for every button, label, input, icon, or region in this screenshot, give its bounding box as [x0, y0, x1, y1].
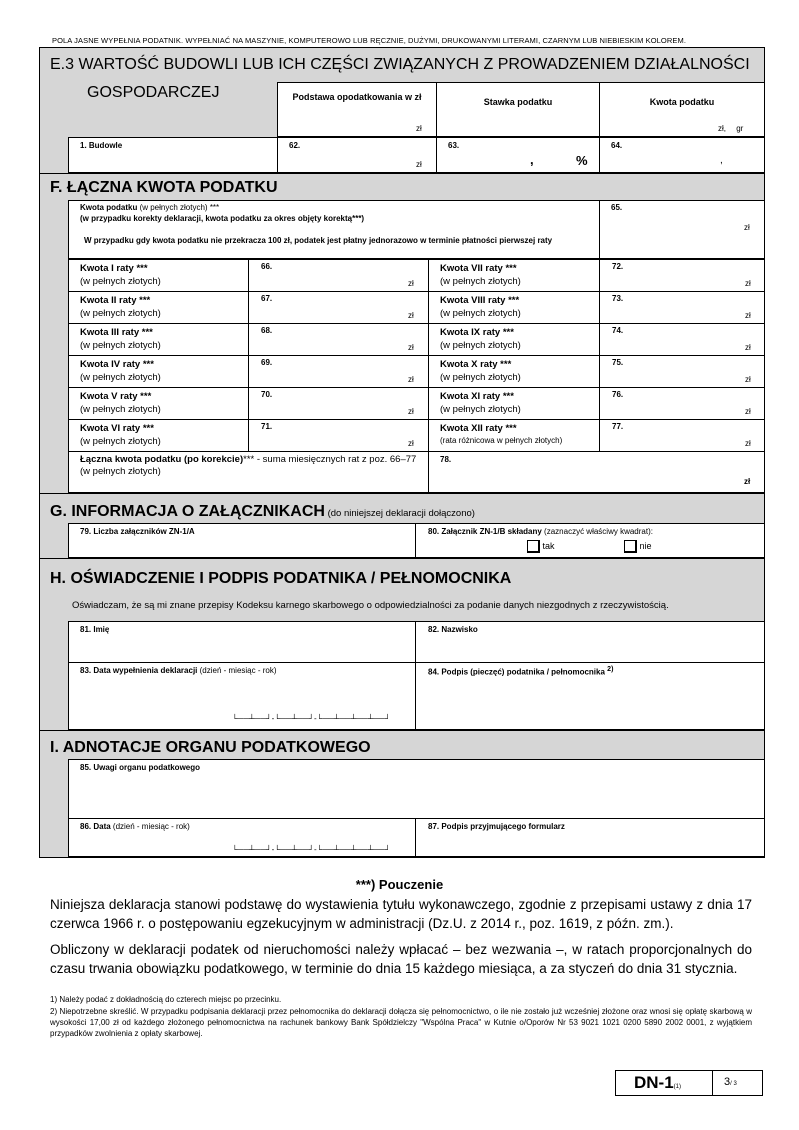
field-86-input[interactable] [69, 819, 414, 856]
g-divider [415, 523, 416, 558]
f-kwota-note2: W przypadku gdy kwota podatku nie przekracza 100 zł, podatek jest płatny jednorazowo w terminie płatności pierwszej raty [84, 236, 553, 245]
section-divider [39, 173, 765, 174]
f-total-label-bold: Łączna kwota podatku (po korekcie) [80, 454, 244, 465]
field-62-input[interactable] [278, 138, 435, 172]
field-85-label: 85. Uwagi organu podatkowego [80, 763, 201, 772]
field-78-number: 78. [440, 455, 452, 464]
field-81-input[interactable] [69, 622, 414, 662]
rate-sub: (w pełnych złotych) [80, 372, 161, 383]
unit-zl: zł [416, 124, 422, 133]
field-85-input[interactable] [69, 760, 764, 818]
unit-zl: zł [416, 160, 422, 169]
rate-label: Kwota VI raty *** [80, 423, 154, 434]
comma: , [720, 155, 723, 166]
f-total-label-rest: *** - suma miesięcznych rat z poz. 66–77 (w pełnych złotych) [80, 454, 417, 477]
rate-input[interactable] [600, 388, 764, 418]
option-tak-label: tak [542, 540, 555, 551]
rate-label: Kwota X raty *** [440, 359, 512, 370]
field-84-label-text: 84. Podpis (pieczęć) podatnika / pełnomocnika [428, 667, 605, 677]
rate-label: Kwota V raty *** [80, 391, 152, 402]
page-number [724, 1072, 737, 1090]
unit-zl: zł [408, 311, 414, 320]
rate-sub: (w pełnych złotych) [440, 276, 521, 287]
unit-zl: zł [408, 407, 414, 416]
rate-sub: (w pełnych złotych) [80, 308, 161, 319]
rate-input[interactable] [249, 388, 427, 418]
rate-sub: (w pełnych złotych) [80, 276, 161, 287]
rate-label: Kwota II raty *** [80, 295, 151, 306]
rate-label: Kwota XII raty *** [440, 423, 517, 434]
field-87-label: 87. Podpis przyjmującego formularz [428, 822, 565, 831]
e3-col-base: Podstawa opodatkowania w zł [292, 92, 422, 102]
e3-row-label: 1. Budowle [80, 141, 123, 150]
field-65-number: 65. [611, 203, 623, 212]
rate-sub: (w pełnych złotych) [80, 340, 161, 351]
page-current: 3 [724, 1076, 731, 1088]
rate-input[interactable] [600, 420, 764, 450]
option-nie[interactable] [624, 540, 652, 553]
field-63-input[interactable] [437, 138, 598, 172]
field-83-note: (dzień - miesiąc - rok) [197, 666, 277, 675]
unit-zl-gr: zł, gr [718, 124, 744, 133]
pouczenie-paragraph-2: Obliczony w deklaracji podatek od nieruchomości należy wpłacać – bez wezwania –, w ratach proporcjonalnych do czasu trwania obowiązku podatkowego, w terminie do dnia 15 każdego miesiąca, a za styczeń do dnia 31 stycznia. [50, 942, 752, 976]
f-kwota-label [80, 203, 219, 212]
section-divider [39, 558, 765, 559]
rate-field-number: 75. [612, 358, 624, 367]
form-code-text: DN-1 [634, 1073, 674, 1092]
option-nie-label: nie [639, 540, 652, 551]
e3-title-line1: E.3 WARTOŚĆ BUDOWLI LUB ICH CZĘŚCI ZWIĄZANYCH Z PROWADZENIEM DZIAŁALNOŚCI [50, 56, 750, 73]
pouczenie-paragraph-1: Niniejsza deklaracja stanowi podstawę do wystawienia tytułu wykonawczego, zgodnie z przepisami ustawy z dnia 17 czerwca 1966 r. o postępowaniu egzekucyjnym w administracji (Dz.U. z 2014 r., poz. 1619, z późn. zm.). [50, 897, 752, 931]
unit-zl: zł [408, 343, 414, 352]
field-84-signature[interactable] [416, 663, 764, 729]
field-83-input[interactable] [69, 663, 414, 729]
unit-zl: zł [745, 343, 751, 352]
field-86-label-bold: 86. Data [80, 822, 111, 831]
field-86-note: (dzień - miesiąc - rok) [110, 822, 190, 831]
rate-label: Kwota VII raty *** [440, 263, 517, 274]
field-80-note: (zaznaczyć właściwy kwadrat): [541, 527, 653, 536]
rate-input[interactable] [249, 356, 427, 386]
footnote-2: 2) Niepotrzebne skreślić. W przypadku podpisania deklaracji przez pełnomocnika do deklaracji dołącza się pełnomocnictwo, o ile nie zostało już wcześniej złożone oraz wnosi się opłatę skarbową w wysokości 17,00 zł od każdego złożonego pełnomocnictwa na rachunek bankowy Bank Spółdzielczy "Wspólna Praca" w Kutnie o/Oporów Nr 53 9021 1021 0200 5890 2002 0001, z wyjątkiem przypadków zwolnienia z opłaty skarbowej. [50, 1007, 752, 1038]
field-79-input[interactable] [69, 524, 414, 557]
unit-zl: zł [745, 439, 751, 448]
rate-field-number: 70. [261, 390, 273, 399]
field-80-label [428, 527, 653, 536]
rate-input[interactable] [600, 260, 764, 290]
section-divider [39, 493, 765, 494]
rate-sub: (w pełnych złotych) [80, 436, 161, 447]
footer-divider [712, 1070, 713, 1096]
rate-label: Kwota I raty *** [80, 263, 148, 274]
f-total-label [80, 454, 420, 478]
f-kwota-label-bold: Kwota podatku [80, 203, 138, 212]
field-82-label: 82. Nazwisko [428, 625, 478, 634]
rate-label: Kwota VIII raty *** [440, 295, 520, 306]
field-63-number: 63. [448, 141, 460, 150]
rate-sub: (w pełnych złotych) [440, 308, 521, 319]
field-83-label-bold: 83. Data wypełnienia deklaracji [80, 666, 198, 675]
top-note: POLA JASNE WYPEŁNIA PODATNIK. WYPEŁNIAĆ NA MASZYNIE, KOMPUTEROWO LUB RĘCZNIE, DUŻYMI, DRUKOWANYMI LITERAMI, CZARNYM LUB NIEBIESKIM KOLOREM. [52, 36, 686, 45]
page-total: / 3 [730, 1081, 737, 1087]
rate-sub: (w pełnych złotych) [440, 340, 521, 351]
section-h-title: H. OŚWIADCZENIE I PODPIS PODATNIKA / PEŁNOMOCNIKA [50, 570, 512, 587]
unit-zl: zł [408, 439, 414, 448]
rate-field-number: 71. [261, 422, 273, 431]
h-statement: Oświadczam, że są mi znane przepisy Kodeksu karnego skarbowego o odpowiedzialności za podanie danych niezgodnych z rzeczywistością. [72, 600, 669, 611]
rate-label: Kwota IV raty *** [80, 359, 154, 370]
field-80-label-bold: 80. Załącznik ZN-1/B składany [428, 527, 542, 536]
e3-title-line2: GOSPODARCZEJ [87, 84, 220, 101]
rate-field-number: 72. [612, 262, 624, 271]
e3-col-amount: Kwota podatku [649, 97, 715, 107]
field-64-input[interactable] [600, 138, 764, 172]
unit-zl: zł [744, 223, 750, 232]
field-65-input[interactable] [600, 201, 764, 258]
rate-sub: (w pełnych złotych) [80, 404, 161, 415]
rate-sub: (rata różnicowa w pełnych złotych) [440, 436, 563, 445]
rate-sub: (w pełnych złotych) [440, 404, 521, 415]
field-78-input[interactable] [429, 452, 764, 492]
date-mask-86: └──┴──┘-└──┴──┘-└──┴──┴──┴──┘ [232, 845, 391, 854]
rate-sub: (w pełnych złotych) [440, 372, 521, 383]
e3-col-rate: Stawka podatku [483, 97, 553, 107]
rate-input[interactable] [249, 292, 427, 322]
field-81-label: 81. Imię [80, 625, 110, 634]
f-kwota-note: (w przypadku korekty deklaracji, kwota podatku za okres objęty korektą***) [80, 214, 365, 223]
e3-header-table [277, 82, 765, 137]
comma: , [530, 152, 534, 167]
unit-zl: zł [744, 477, 751, 486]
rate-input[interactable] [600, 324, 764, 354]
rate-field-number: 68. [261, 326, 273, 335]
section-g-title [50, 503, 475, 521]
rate-input[interactable] [600, 356, 764, 386]
form-code [634, 1073, 681, 1093]
section-i-title: I. ADNOTACJE ORGANU PODATKOWEGO [50, 739, 371, 756]
pouczenie-title: ***) Pouczenie [355, 877, 444, 892]
unit-zl: zł [408, 279, 414, 288]
rate-label: Kwota IX raty *** [440, 327, 514, 338]
checkbox-tak[interactable] [527, 540, 540, 553]
percent-sign: % [576, 153, 588, 168]
field-62-number: 62. [289, 141, 301, 150]
rate-input[interactable] [249, 260, 427, 290]
section-f-title: F. ŁĄCZNA KWOTA PODATKU [50, 179, 278, 196]
rate-field-number: 76. [612, 390, 624, 399]
rate-input[interactable] [249, 324, 427, 354]
option-tak[interactable] [527, 540, 555, 553]
field-79-label: 79. Liczba załączników ZN-1/A [80, 527, 195, 536]
f-kwota-label-suffix: (w pełnych złotych) *** [137, 203, 220, 212]
field-84-sup: 2) [607, 666, 614, 673]
rate-field-number: 69. [261, 358, 273, 367]
unit-zl: zł [745, 407, 751, 416]
rate-label: Kwota III raty *** [80, 327, 153, 338]
section-g-title-note: (do niniejszej deklaracji dołączono) [324, 508, 475, 519]
rate-input[interactable] [600, 292, 764, 322]
rate-field-number: 66. [261, 262, 273, 271]
checkbox-nie[interactable] [624, 540, 637, 553]
date-mask-83: └──┴──┘-└──┴──┘-└──┴──┴──┴──┘ [232, 714, 391, 723]
rate-field-number: 73. [612, 294, 624, 303]
field-87-signature[interactable] [416, 819, 764, 856]
rate-label: Kwota XI raty *** [440, 391, 514, 402]
unit-zl: zł [408, 375, 414, 384]
rate-input[interactable] [249, 420, 427, 450]
section-g-title-text: G. INFORMACJA O ZAŁĄCZNIKACH [50, 503, 325, 520]
unit-zl: zł [745, 311, 751, 320]
footnote-1: 1) Należy podać z dokładnością do czterech miejsc po przecinku. [50, 995, 282, 1004]
unit-zl: zł [745, 279, 751, 288]
section-divider [39, 730, 765, 731]
field-64-number: 64. [611, 141, 623, 150]
rate-field-number: 77. [612, 422, 624, 431]
field-82-input[interactable] [416, 622, 764, 662]
form-version: (1) [673, 1084, 682, 1090]
unit-zl: zł [745, 375, 751, 384]
rate-field-number: 74. [612, 326, 624, 335]
rate-field-number: 67. [261, 294, 273, 303]
